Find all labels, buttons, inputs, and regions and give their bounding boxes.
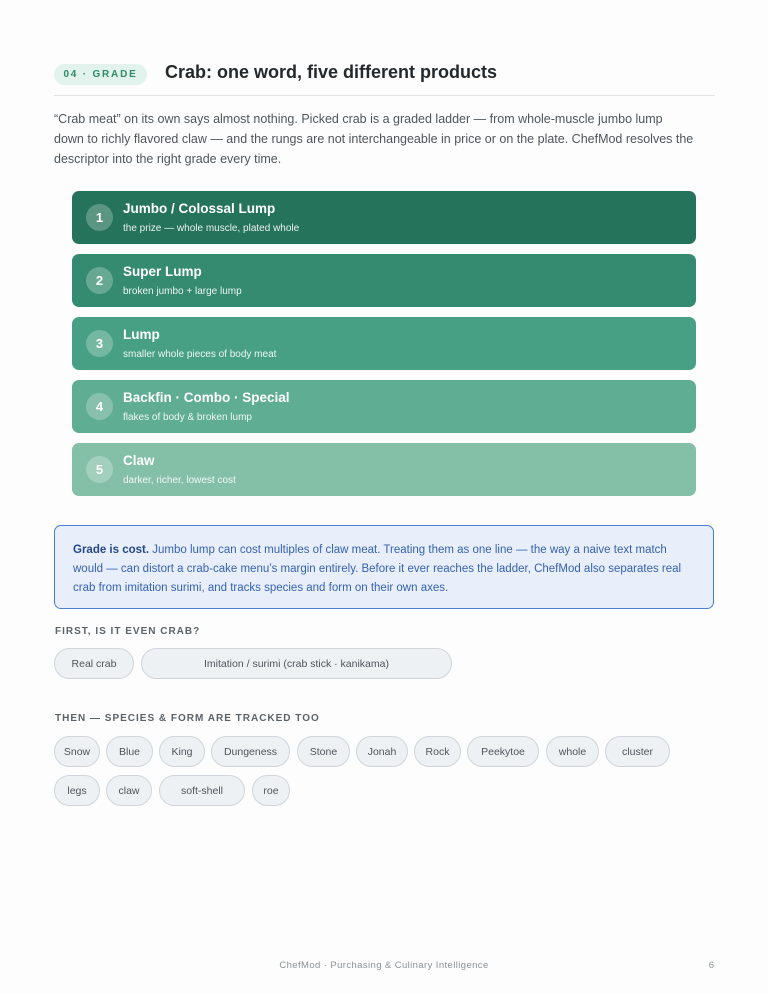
- grade-number-badge: 4: [86, 393, 113, 420]
- page-header: [54, 58, 715, 96]
- footer-text: ChefMod · Purchasing & Culinary Intelligence: [279, 960, 489, 971]
- real-crab-pill: Real crab: [54, 648, 134, 679]
- species-tag-peekytoe: Peekytoe: [467, 736, 539, 767]
- callout-lead: Grade is cost.: [73, 544, 150, 556]
- form-tag-legs: legs: [54, 775, 100, 806]
- grade-description: darker, richer, lowest cost: [123, 475, 236, 486]
- grade-description: flakes of body & broken lump: [123, 412, 252, 423]
- grade-number-badge: 2: [86, 267, 113, 294]
- grade-ladder: [72, 191, 696, 506]
- species-tag-jonah: Jonah: [356, 736, 408, 767]
- intro-paragraph: “Crab meat” on its own says almost nothing. Picked crab is a graded ladder — from whole-muscle jumbo lump down to richly flavored claw — and the rungs are not interchangeable in price or on the plate. ChefMod resolves the descriptor into the right grade every time.: [54, 112, 694, 166]
- grade-number-badge: 3: [86, 330, 113, 357]
- grade-title: Super Lump: [123, 264, 202, 279]
- grade-rung-3: [72, 317, 696, 370]
- grade-description: the prize — whole muscle, plated whole: [123, 223, 300, 234]
- grade-title: Jumbo / Colossal Lump: [123, 201, 276, 216]
- grade-number-badge: 1: [86, 204, 113, 231]
- grade-description: broken jumbo + large lump: [123, 286, 242, 297]
- species-tag-rock: Rock: [414, 736, 461, 767]
- grade-title: Backfin · Combo · Special: [123, 390, 290, 405]
- species-tag-stone: Stone: [297, 736, 350, 767]
- form-tag-cluster: cluster: [605, 736, 670, 767]
- grade-number-badge: 5: [86, 456, 113, 483]
- page-number: 6: [708, 960, 714, 971]
- grade-description: smaller whole pieces of body meat: [123, 349, 277, 360]
- callout-text: Jumbo lump can cost multiples of claw meat. Treating them as one line — the way a naive text match would — can distort a crab-cake menu’s margin entirely. Before it ever reaches the ladder, ChefMod also separates real crab from imitation surimi, and tracks species and form on their own axes.: [73, 544, 682, 594]
- form-tag-claw: claw: [106, 775, 152, 806]
- grade-title: Claw: [123, 453, 155, 468]
- form-tag-whole: whole: [546, 736, 599, 767]
- grade-cost-callout: [54, 525, 714, 609]
- page-title: Crab: one word, five different products: [165, 62, 498, 82]
- species-tag-dungeness: Dungeness: [211, 736, 290, 767]
- grade-rung-5: [72, 443, 696, 496]
- section-badge: 04 · GRADE: [54, 64, 147, 85]
- species-tag-snow: Snow: [54, 736, 100, 767]
- grade-title: Lump: [123, 327, 160, 342]
- species-form-label: THEN — SPECIES & FORM ARE TRACKED TOO: [55, 713, 320, 724]
- species-tag-king: King: [159, 736, 205, 767]
- crab-check-label: FIRST, IS IT EVEN CRAB?: [55, 626, 201, 637]
- form-tag-soft-shell: soft-shell: [159, 775, 245, 806]
- imitation-surimi-pill: Imitation / surimi (crab stick · kanikama): [141, 648, 452, 679]
- grade-rung-1: [72, 191, 696, 244]
- species-tag-blue: Blue: [106, 736, 153, 767]
- grade-rung-4: [72, 380, 696, 433]
- grade-rung-2: [72, 254, 696, 307]
- form-tag-roe: roe: [252, 775, 290, 806]
